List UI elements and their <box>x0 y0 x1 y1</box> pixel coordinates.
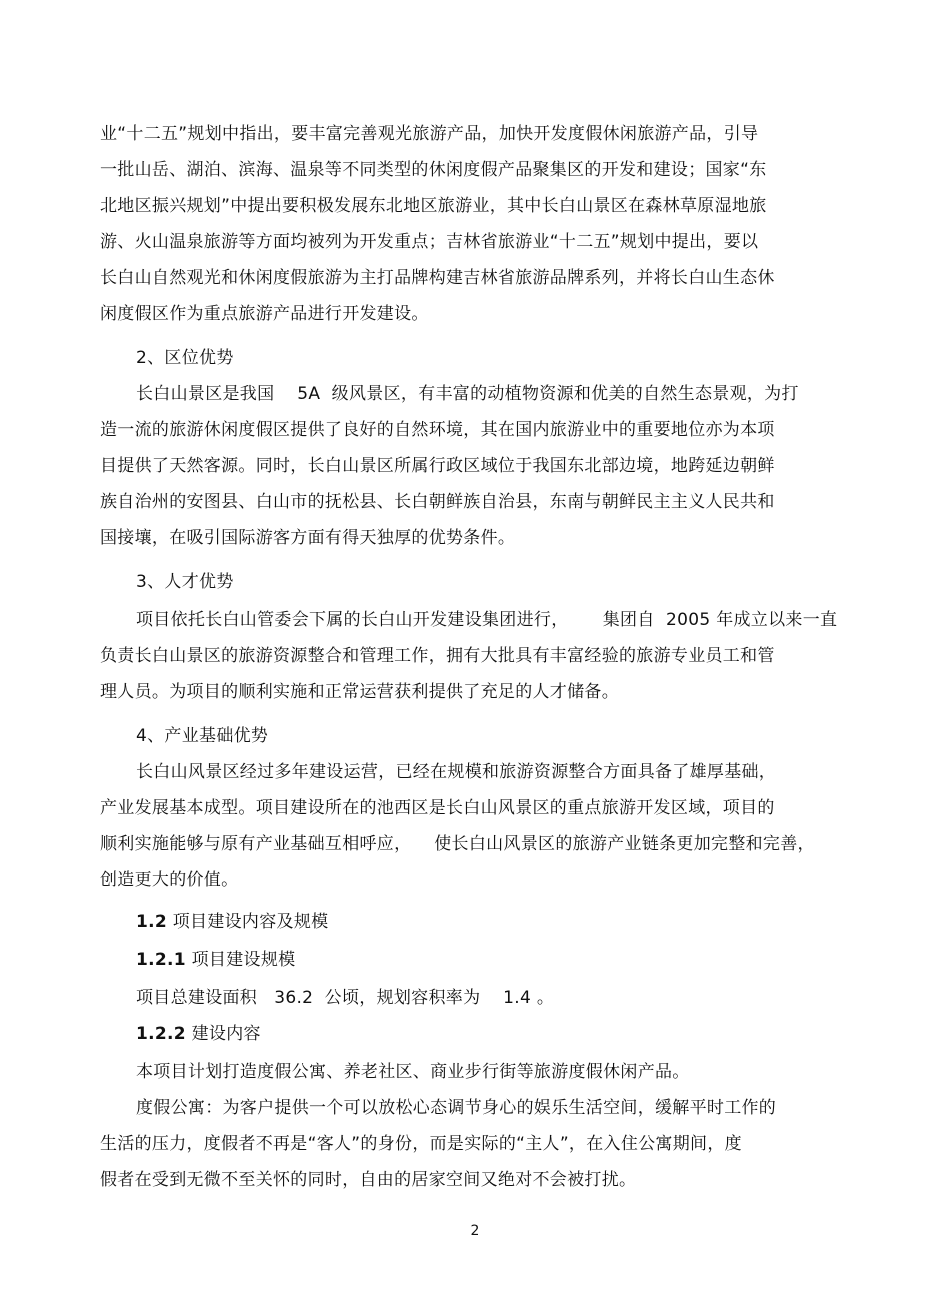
section-heading-talent: 3、人才优势 <box>136 572 234 592</box>
paragraph-line: 创造更大的价值。 <box>100 870 239 890</box>
section-number: 1.2.1 <box>136 950 186 970</box>
paragraph-line: 闲度假区作为重点旅游产品进行开发建设。 <box>100 304 429 324</box>
paragraph-line: 族自治州的安图县、白山市的抚松县、长白朝鲜族自治县，东南与朝鲜民主主义人民共和 <box>100 492 775 512</box>
paragraph-line: 北地区振兴规划”中提出要积极发展东北地区旅游业，其中长白山景区在森林草原湿地旅 <box>100 196 767 216</box>
paragraph-line: 长白山自然观光和休闲度假旅游为主打品牌构建吉林省旅游品牌系列，并将长白山生态休 <box>100 268 775 288</box>
paragraph-line: 造一流的旅游休闲度假区提供了良好的自然环境，其在国内旅游业中的重要地位亦为本项 <box>100 420 775 440</box>
section-title: 建设内容 <box>191 1024 261 1044</box>
paragraph-line: 负责长白山景区的旅游资源整合和管理工作，拥有大批具有丰富经验的旅游专业员工和管 <box>100 646 775 666</box>
paragraph-line: 项目总建设面积 36.2 公顷，规划容积率为 1.4 。 <box>136 988 555 1008</box>
paragraph-line: 假者在受到无微不至关怀的同时，自由的居家空间又绝对不会被打扰。 <box>100 1170 637 1190</box>
paragraph-line: 产业发展基本成型。项目建设所在的池西区是长白山风景区的重点旅游开发区域，项目的 <box>100 798 775 818</box>
paragraph-line: 业“十二五”规划中指出，要丰富完善观光旅游产品，加快开发度假休闲旅游产品，引导 <box>100 124 759 144</box>
paragraph-line: 项目依托长白山管委会下属的长白山开发建设集团进行， 集团自 2005 年成立以来一直 <box>136 610 838 630</box>
section-title: 项目建设规模 <box>191 950 296 970</box>
section-heading-1-2-2 <box>136 1022 261 1046</box>
paragraph-line: 理人员。为项目的顺利实施和正常运营获利提供了充足的人才储备。 <box>100 682 619 702</box>
paragraph-line: 生活的压力，度假者不再是“客人”的身份，而是实际的“主人”，在入住公寓期间，度 <box>100 1134 742 1154</box>
paragraph-line: 目提供了天然客源。同时，长白山景区所属行政区域位于我国东北部边境，地跨延边朝鲜 <box>100 456 775 476</box>
paragraph-line: 游、火山温泉旅游等方面均被列为开发重点；吉林省旅游业“十二五”规划中提出，要以 <box>100 232 759 252</box>
paragraph-line: 本项目计划打造度假公寓、养老社区、商业步行街等旅游度假休闲产品。 <box>136 1062 690 1082</box>
paragraph-line: 国接壤，在吸引国际游客方面有得天独厚的优势条件。 <box>100 528 516 548</box>
paragraph-line: 长白山风景区经过多年建设运营，已经在规模和旅游资源整合方面具备了雄厚基础， <box>136 762 777 782</box>
section-heading-location: 2、区位优势 <box>136 348 234 368</box>
section-heading-industry: 4、产业基础优势 <box>136 726 269 746</box>
paragraph-line: 一批山岳、湖泊、滨海、温泉等不同类型的休闲度假产品聚集区的开发和建设；国家“东 <box>100 160 767 180</box>
paragraph-line: 顺利实施能够与原有产业基础互相呼应， 使长白山风景区的旅游产业链条更加完整和完善， <box>100 834 815 854</box>
page-number: 2 <box>470 1223 480 1239</box>
paragraph-line: 长白山景区是我国 5A 级风景区，有丰富的动植物资源和优美的自然生态景观，为打 <box>136 384 799 404</box>
paragraph-line: 度假公寓：为客户提供一个可以放松心态调节身心的娱乐生活空间，缓解平时工作的 <box>136 1098 777 1118</box>
section-heading-1-2-1 <box>136 948 295 972</box>
section-heading-1-2 <box>136 910 328 934</box>
section-number: 1.2.2 <box>136 1024 186 1044</box>
section-number: 1.2 <box>136 912 168 932</box>
section-title: 项目建设内容及规模 <box>172 912 329 932</box>
